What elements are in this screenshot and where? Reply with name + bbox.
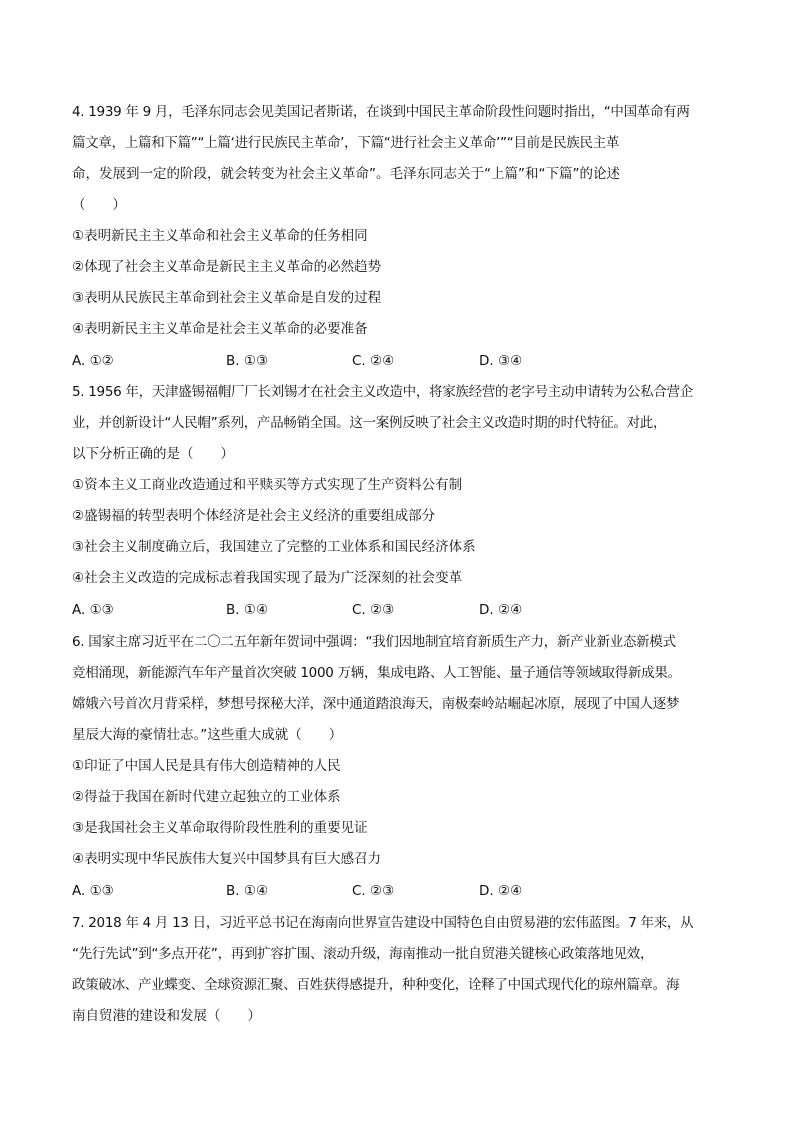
question-4-statement-4: ④表明新民主主义革命是社会主义革命的必要准备: [72, 321, 368, 337]
question-4-stem-line-3: 命，发展到一定的阶段，就会转变为社会主义革命”。毛泽东同志关于“上篇”和“下篇”的论述: [72, 166, 620, 182]
question-4-statement-2: ②体现了社会主义革命是新民主主义革命的必然趋势: [72, 259, 382, 275]
question-4-option-a[interactable]: A. ①②: [72, 353, 114, 369]
question-4-stem-line-2: 篇文章，上篇和下篇”“上篇‘进行民族民主革命’，下篇“进行社会主义革命’”“目前是民族民主革: [72, 135, 620, 151]
question-6-stem-line-4: 星辰大海的豪情壮志。”这些重大成就（ ）: [72, 727, 343, 743]
question-6-option-b[interactable]: B. ①④: [226, 883, 269, 899]
question-7-stem-line-2: “先行先试”到“多点开花”，再到扩容扩围、滚动升级，海南推动一批自贸港关键核心政策落地见效，: [72, 946, 654, 962]
question-6-stem-line-3: 嫦娥六号首次月背采样，梦想号探秘大洋，深中通道踏浪海天，南极秦岭站崛起冰原，展现了中国人逐梦: [72, 696, 680, 712]
question-4-option-d[interactable]: D. ③④: [479, 353, 523, 369]
question-6-option-a[interactable]: A. ①③: [72, 883, 114, 899]
question-4-option-c[interactable]: C. ②④: [352, 353, 395, 369]
question-6-option-c[interactable]: C. ②③: [352, 883, 395, 899]
question-4-answer-blank: （ ）: [72, 197, 126, 213]
question-6-statement-1: ①印证了中国人民是具有伟大创造精神的人民: [72, 758, 341, 774]
question-7-stem-line-3: 政策破冰、产业蝶变、全球资源汇聚、百姓获得感提升，种种变化，诠释了中国式现代化的琼州篇章。海: [72, 977, 680, 993]
question-6-stem-line-2: 竞相涌现，新能源汽车年产量首次突破 1000 万辆，集成电路、人工智能、量子通信等领域取得新成果。: [72, 665, 681, 681]
question-6-statement-4: ④表明实现中华民族伟大复兴中国梦具有巨大感召力: [72, 851, 382, 867]
question-6-statement-3: ③是我国社会主义革命取得阶段性胜利的重要见证: [72, 820, 368, 836]
question-5-option-d[interactable]: D. ②④: [479, 602, 523, 618]
question-7-stem-line-1: 7. 2018 年 4 月 13 日，习近平总书记在海南向世界宣告建设中国特色自由贸易港的宏伟蓝图。7 年来，从: [72, 915, 694, 931]
question-4-option-b[interactable]: B. ①③: [226, 353, 269, 369]
question-5-statement-4: ④社会主义改造的完成标志着我国实现了最为广泛深刻的社会变革: [72, 570, 463, 586]
question-5-statement-3: ③社会主义制度确立后，我国建立了完整的工业体系和国民经济体系: [72, 539, 476, 555]
question-5-stem-line-2: 业，并创新设计“人民帽”系列，产品畅销全国。这一案例反映了社会主义改造时期的时代特征。对此，: [72, 415, 667, 431]
question-5-option-a[interactable]: A. ①③: [72, 602, 114, 618]
question-4-statement-1: ①表明新民主主义革命和社会主义革命的任务相同: [72, 228, 368, 244]
question-7-stem-line-4: 南自贸港的建设和发展（ ）: [72, 1008, 261, 1024]
question-4-statement-3: ③表明从民族民主革命到社会主义革命是自发的过程: [72, 290, 382, 306]
question-5-stem-line-1: 5. 1956 年，天津盛锡福帽厂厂长刘锡才在社会主义改造中，将家族经营的老字号主动申请转为公私合营企: [72, 384, 694, 400]
question-5-option-b[interactable]: B. ①④: [226, 602, 269, 618]
question-5-statement-2: ②盛锡福的转型表明个体经济是社会主义经济的重要组成部分: [72, 508, 436, 524]
question-5-option-c[interactable]: C. ②③: [352, 602, 395, 618]
question-6-option-d[interactable]: D. ②④: [479, 883, 523, 899]
question-4-stem-line-1: 4. 1939 年 9 月，毛泽东同志会见美国记者斯诺，在谈到中国民主革命阶段性问题时指出，“中国革命有两: [72, 104, 690, 120]
question-5-stem-line-3: 以下分析正确的是（ ）: [72, 446, 234, 462]
question-5-statement-1: ①资本主义工商业改造通过和平赎买等方式实现了生产资料公有制: [72, 477, 463, 493]
question-6-statement-2: ②得益于我国在新时代建立起独立的工业体系: [72, 789, 341, 805]
question-6-stem-line-1: 6. 国家主席习近平在二〇二五年新年贺词中强调：“我们因地制宜培育新质生产力，新产业新业态新模式: [72, 634, 676, 650]
